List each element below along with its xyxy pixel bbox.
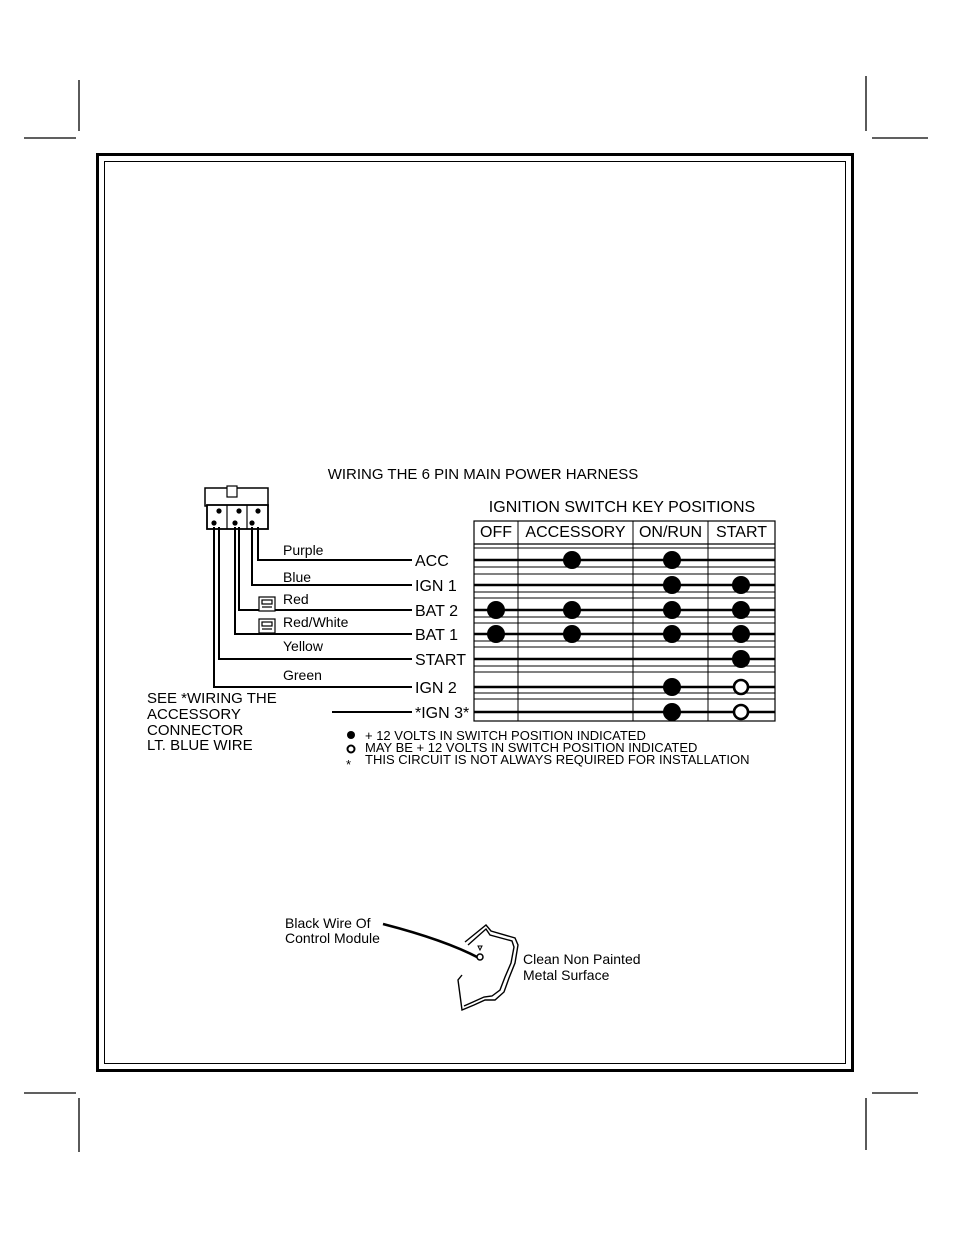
state-on-marker bbox=[563, 625, 581, 643]
ground-label-right-2: Metal Surface bbox=[523, 967, 610, 983]
state-on-marker bbox=[732, 576, 750, 594]
state-on-marker bbox=[563, 551, 581, 569]
legend-open-dot-icon bbox=[348, 746, 355, 753]
circuit-label: ACC bbox=[415, 553, 449, 570]
ground-label-left-1: Black Wire Of bbox=[285, 915, 371, 931]
state-on-marker bbox=[732, 601, 750, 619]
wire-color-label: Purple bbox=[283, 542, 324, 558]
state-maybe-marker bbox=[734, 680, 748, 694]
state-on-marker bbox=[663, 576, 681, 594]
legend-filled-dot-icon bbox=[347, 731, 355, 739]
circuit-label: BAT 1 bbox=[415, 627, 458, 644]
harness-wire bbox=[252, 527, 412, 585]
circuit-label: IGN 1 bbox=[415, 578, 457, 595]
table-title: IGNITION SWITCH KEY POSITIONS bbox=[488, 499, 756, 516]
ground-screw-icon bbox=[477, 954, 483, 960]
state-on-marker bbox=[663, 703, 681, 721]
state-maybe-marker bbox=[734, 705, 748, 719]
connector-6-pin bbox=[205, 486, 268, 529]
legend bbox=[346, 728, 750, 772]
state-on-marker bbox=[663, 625, 681, 643]
state-on-marker bbox=[663, 601, 681, 619]
wire-color-label: Red/White bbox=[283, 614, 349, 630]
legend-text-asterisk: THIS CIRCUIT IS NOT ALWAYS REQUIRED FOR INSTALLATION bbox=[365, 752, 750, 767]
see-note bbox=[147, 690, 277, 754]
state-on-marker bbox=[487, 601, 505, 619]
circuit-label: IGN 2 bbox=[415, 680, 457, 697]
ignition-state-table bbox=[474, 521, 775, 721]
circuit-label: BAT 2 bbox=[415, 603, 458, 620]
fuse-red bbox=[259, 597, 275, 611]
black-ground-wire bbox=[383, 924, 479, 958]
state-on-marker bbox=[663, 678, 681, 696]
see-note-line-3: CONNECTOR bbox=[147, 722, 244, 739]
column-header: START bbox=[716, 524, 767, 541]
column-header: OFF bbox=[480, 524, 512, 541]
crop-marks bbox=[24, 76, 928, 1152]
state-on-marker bbox=[563, 601, 581, 619]
wire-color-label: Yellow bbox=[283, 638, 323, 654]
wire-color-label: Blue bbox=[283, 569, 312, 585]
metal-surface-outline bbox=[458, 925, 518, 1010]
ground-screw-mark-icon bbox=[478, 946, 482, 950]
ground-diagram bbox=[285, 915, 641, 1010]
state-on-marker bbox=[487, 625, 505, 643]
legend-text-filled: + 12 VOLTS IN SWITCH POSITION INDICATED bbox=[365, 728, 646, 743]
wire-color-label: Red bbox=[283, 591, 309, 607]
fuse-red-white bbox=[259, 619, 275, 633]
legend-asterisk-icon: * bbox=[346, 757, 352, 772]
see-note-line-1: SEE *WIRING THE bbox=[147, 690, 277, 707]
column-header: ON/RUN bbox=[638, 524, 703, 541]
ground-label-left-2: Control Module bbox=[285, 930, 380, 946]
column-header: ACCESSORY bbox=[525, 524, 626, 541]
see-note-line-4: LT. BLUE WIRE bbox=[147, 737, 253, 754]
circuit-label: *IGN 3* bbox=[415, 705, 470, 722]
diagram-title: WIRING THE 6 PIN MAIN POWER HARNESS bbox=[327, 466, 639, 483]
legend-text-open: MAY BE + 12 VOLTS IN SWITCH POSITION INDICATED bbox=[365, 740, 698, 755]
harness-wire bbox=[258, 527, 412, 560]
see-note-line-2: ACCESSORY bbox=[147, 706, 241, 723]
wire-color-label: Green bbox=[283, 667, 322, 683]
circuit-label: START bbox=[415, 652, 466, 669]
state-on-marker bbox=[732, 625, 750, 643]
table-border bbox=[474, 521, 775, 721]
state-on-marker bbox=[663, 551, 681, 569]
state-on-marker bbox=[732, 650, 750, 668]
ground-label-right-1: Clean Non Painted bbox=[523, 951, 641, 967]
